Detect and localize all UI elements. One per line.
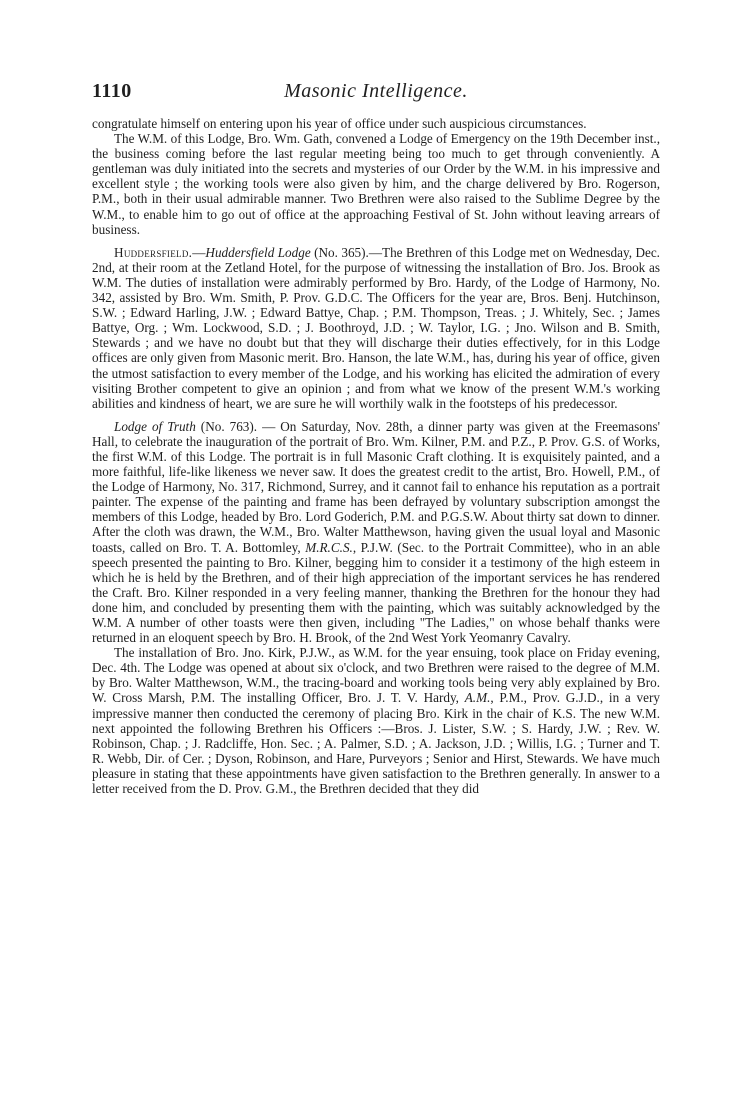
paragraph-text: , P.J.W. (Sec. to the Portrait Committee), who in an able speech presented the painting to Bro. Kilner, begging him to consider it a testimony of the high esteem in which he is held by the Brethren, and of their high appreciation of the important services he has rendered the Craft. Bro. Kilner responded in a very feeling manner, thanking the Brethren for the honour they had done him, and concluded by presenting them with the painting, which was suitably acknowledged by the W.M. A number of other toasts were then given, including "The Ladies," on whose behalf thanks were returned in an eloquent speech by Bro. H. Brook, of the 2nd West York Yeomanry Cavalry. [92, 539, 660, 646]
article-body [92, 116, 660, 796]
paragraph-text: congratulate himself on entering upon his year of office under such auspicious circumstances. [92, 116, 587, 131]
paragraph-text: (No. 763). — On Saturday, Nov. 28th, a dinner party was given at the Freemasons' Hall, to celebrate the inauguration of the portrait of Bro. Wm. Kilner, P.M. and P.Z., P. Prov. G.S. of Works, the first W.M. of this Lodge. The portrait is in full Masonic Craft clothing. It is exquisitely painted, and a more faithful, life-like likeness we never saw. It does the greatest credit to the artist, Bro. Howell, P.M., of the Lodge of Harmony, No. 317, Richmond, Surrey, and it cannot fail to enhance his reputation as a portrait painter. The expense of the painting and frame has been defrayed by voluntary subscription amongst the members of this Lodge, headed by Bro. Lord Goderich, P.M. and P.G.S.W. About thirty sat down to dinner. After the cloth was drawn, the W.M., Bro. Walter Matthewson, having given the usual loyal and Masonic toasts, called on Bro. T. A. Bottomley, [92, 418, 660, 555]
paragraph-text: The installation of Bro. Jno. Kirk, P.J.W., as W.M. for the year ensuing, took place on Friday evening, Dec. 4th. The Lodge was opened at about six o'clock, and two Brethren were raised to the degree of M.M. by Bro. Walter Matthewson, W.M., the tracing-board and working tools being very ably explained by Bro. W. Cross Marsh, P.M. The installing Officer, Bro. J. T. V. Hardy, [92, 645, 660, 706]
paragraph-huddersfield-lodge [92, 245, 660, 411]
place-heading: Huddersfield. [114, 244, 193, 260]
paragraph-lodge-of-truth [92, 419, 660, 645]
degree-abbrev: A.M. [464, 690, 491, 706]
lodge-name: Lodge of Truth [114, 418, 196, 434]
degree-abbrev: M.R.C.S. [305, 539, 353, 555]
paragraph-text: , P.M., Prov. G.J.D., in a very impressive manner then conducted the ceremony of placing Bro. Kirk in the chair of K.S. The new W.M. next appointed the following Brethren his Officers :—Bros. J. Lister, S.W. ; S. Hardy, J.W. ; Rev. W. Robinson, Chap. ; J. Radcliffe, Hon. Sec. ; A. Palmer, S.D. ; A. Jackson, J.D. ; Willis, I.G. ; Turner and T. R. Webb, Dir. of Cer. ; Dyson, Robinson, and Hare, Purveyors ; Senior and Hirst, Stewards. We have much pleasure in stating that these appointments have given satisfaction to the Brethren generally. In answer to a letter received from the D. Prov. G.M., the Brethren decided that they did [92, 690, 660, 797]
paragraph-text: (No. 365).—The Brethren of this Lodge met on Wednesday, Dec. 2nd, at their room at the Zetland Hotel, for the purpose of witnessing the installation of Bro. Jos. Brook as W.M. The duties of installation were admirably performed by Bro. Hardy, of the Lodge of Harmony, No. 342, assisted by Bro. Wm. Smith, P. Prov. G.D.C. The Officers for the year are, Bros. Benj. Hutchinson, S.W. ; Edward Harling, J.W. ; Edward Battye, Chap. ; P.M. Thompson, Treas. ; J. Whitely, Sec. ; James Battye, Org. ; Wm. Lockwood, S.D. ; J. Boothroyd, J.D. ; W. Taylor, I.G. ; Jno. Wilson and B. Smith, Stewards ; and we have no doubt but that they will discharge their duties effectively, for in this Lodge offices are only given from Masonic merit. Bro. Hanson, the late W.M., has, during his year of office, given the utmost satisfaction to every member of the Lodge, and his working has elicited the admiration of every visiting Brother competent to give an opinion ; and from what we know of the present W.M.'s working abilities and kindness of heart, we are sure he will worthily walk in the footsteps of his predecessor. [92, 244, 660, 411]
paragraph-continuation [92, 116, 660, 131]
running-title: Masonic Intelligence. [284, 80, 468, 102]
page-number: 1110 [92, 80, 132, 102]
paragraph-installation [92, 645, 660, 796]
page-header [92, 80, 660, 110]
dash: — [192, 244, 206, 260]
paragraph-emergency-lodge [92, 131, 660, 237]
lodge-name: Huddersfield Lodge [205, 244, 311, 260]
paragraph-text: The W.M. of this Lodge, Bro. Wm. Gath, convened a Lodge of Emergency on the 19th December inst., the business coming before the last regular meeting being too much to get through conveniently. A gentleman was duly initiated into the secrets and mysteries of our Order by the W.M. in his impressive and excellent style ; the working tools were also given by him, and the charge delivered by Bro. Rogerson, P.M., both in their usual admirable manner. Two Brethren were also raised to the Sublime Degree by the W.M., to enable him to go out of office at the approaching Festival of St. John without leaving arrears of business. [92, 131, 660, 237]
